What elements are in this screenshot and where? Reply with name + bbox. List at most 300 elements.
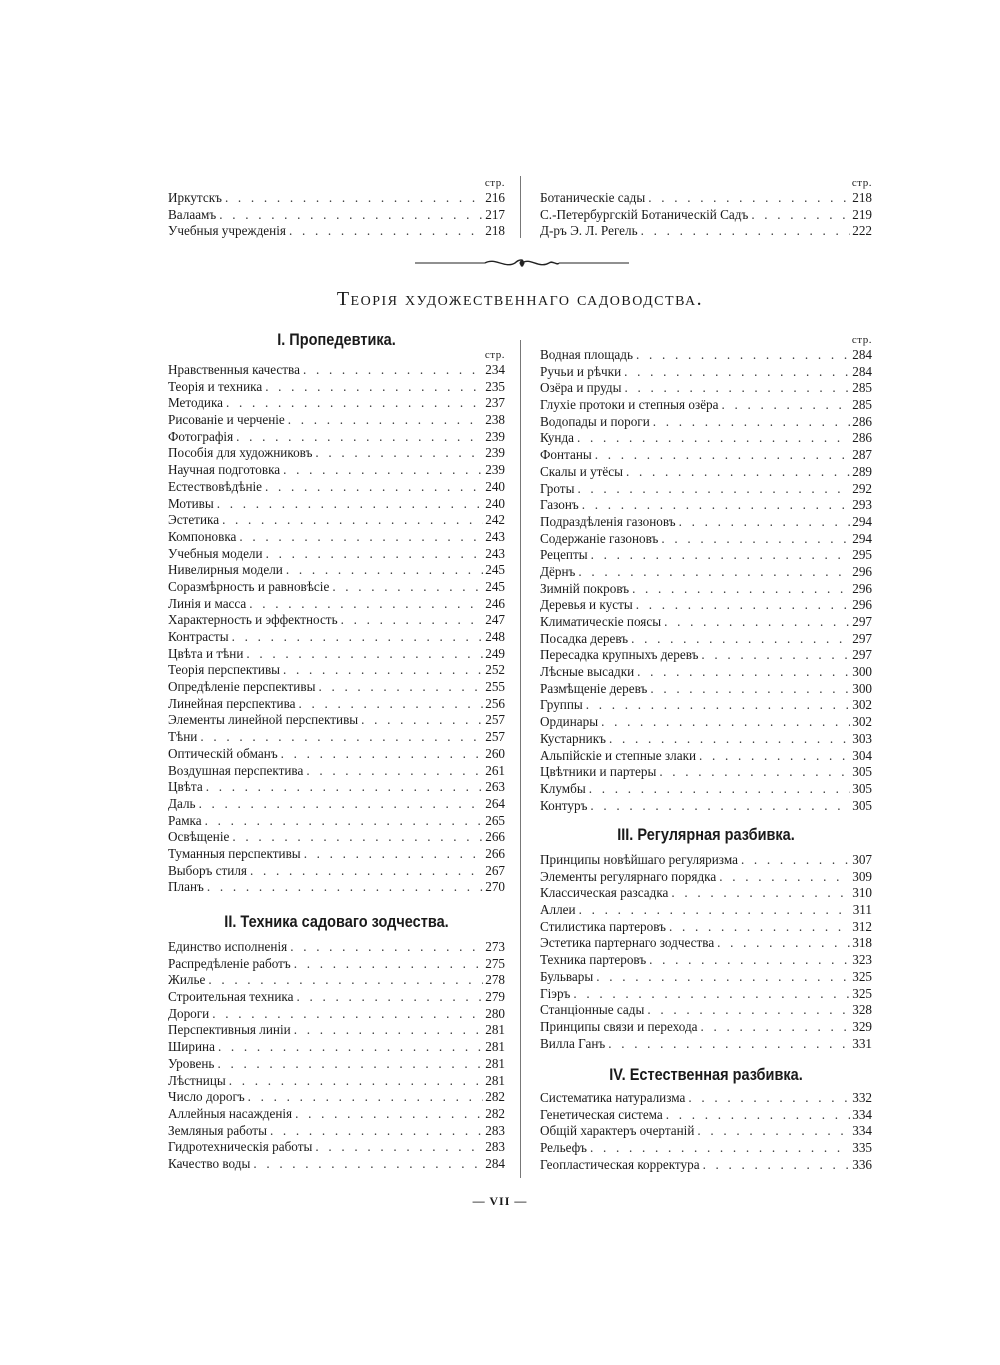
toc-entry-title: Линейная перспектива [168,695,296,711]
toc-entry [168,207,505,224]
dot-leader [218,1039,483,1056]
toc-entry [168,496,505,513]
dot-leader [609,731,850,748]
dot-leader [229,1073,483,1090]
toc-entry [168,696,505,713]
toc-entry-title: Скалы и утёсы [540,463,623,479]
toc-entry-title: Фонтаны [540,447,592,463]
dot-leader [361,712,483,729]
toc-entry-page: 281 [485,1072,505,1088]
toc-entry-title: Станціонные сады [540,1002,645,1018]
toc-entry-title: Строительная техника [168,989,294,1005]
toc-entry [540,764,872,781]
toc-list [540,1090,872,1173]
toc-list [168,939,505,1173]
toc-entry-page: 300 [852,664,872,680]
dot-leader [653,414,850,431]
toc-entry [168,190,505,207]
toc-entry-page: 218 [485,223,505,239]
dot-leader [703,1157,851,1174]
toc-entry-title: Глухіе протоки и степныя озёра [540,397,719,413]
toc-entry [168,1106,505,1123]
toc-entry-page: 282 [485,1089,505,1105]
dot-leader [722,397,851,414]
toc-entry-page: 297 [852,614,872,629]
toc-entry-title: Линія и масса [168,595,247,611]
toc-entry-title: Общій характеръ очертаній [540,1123,695,1139]
dot-leader [601,714,850,731]
toc-entry [168,512,505,529]
toc-entry-page: 318 [852,935,872,951]
dot-leader [647,1002,850,1019]
dot-leader [239,529,483,546]
dot-leader [701,1019,851,1036]
section-heading: II. Техника садоваго зодчества. [224,913,449,931]
page-number: — VII — [472,1194,528,1208]
toc-entry [168,1022,505,1039]
ornament-divider [415,257,629,269]
toc-entry [168,956,505,973]
toc-entry-page: 280 [485,1005,505,1021]
toc-entry-title: Теорія перспективы [168,662,281,678]
dot-leader [212,1006,483,1023]
dot-leader [232,629,484,646]
dot-leader [341,612,484,629]
toc-entry-title: Научная подготовка [168,462,281,478]
toc-entry-title: Воздушная перспектива [168,762,304,778]
dot-leader [751,207,850,224]
dot-leader [717,935,850,952]
toc-entry-page: 240 [485,478,505,494]
dot-leader [219,207,483,224]
toc-entry [168,863,505,880]
toc-entry-title: Озёра и пруды [540,380,622,396]
toc-entry [540,497,872,514]
toc-entry [168,972,505,989]
toc-entry [168,746,505,763]
toc-entry-page: 284 [852,363,872,379]
dot-leader [236,429,483,446]
toc-entry-page: 297 [852,647,872,663]
toc-entry-title: Принципы новѣйшаго регуляризма [540,852,738,867]
toc-entry [540,397,872,414]
dot-leader [222,512,483,529]
toc-entry [168,223,505,240]
toc-entry-page: 273 [485,939,505,954]
toc-entry-title: С.-Петербургскій Ботаническій Садъ [540,206,749,222]
toc-entry [540,748,872,765]
toc-entry-title: Посадка деревъ [540,630,629,646]
toc-entry [540,919,872,936]
toc-entry [168,779,505,796]
toc-entry-page: 285 [852,397,872,413]
toc-entry [168,679,505,696]
dot-leader [318,679,483,696]
dot-leader [664,614,850,631]
toc-entry-page: 245 [485,578,505,594]
toc-entry [540,190,872,207]
dot-leader [253,1156,483,1173]
dot-leader [637,664,850,681]
toc-entry-page: 304 [852,747,872,763]
toc-entry-page: 270 [485,879,505,895]
toc-entry-title: Дороги [168,1005,210,1021]
dot-leader [741,852,850,869]
toc-list [168,190,505,240]
toc-entry-title: Водопады и пороги [540,413,650,429]
dot-leader [249,596,483,613]
section1-list [168,348,505,896]
toc-entry-title: Гидротехническія работы [168,1139,313,1155]
toc-entry-title: Водная площадь [540,347,633,362]
toc-entry-title: Перспективныя линіи [168,1022,291,1038]
toc-entry [540,852,872,869]
dot-leader [270,1123,483,1140]
toc-entry-title: Ширина [168,1039,215,1055]
toc-list [540,347,872,814]
dot-leader [648,190,850,207]
toc-entry [168,829,505,846]
toc-entry-title: Ручьи и рѣчки [540,363,622,379]
dot-leader [265,379,483,396]
toc-entry-page: 239 [485,428,505,444]
dot-leader [315,445,483,462]
toc-entry-page: 275 [485,955,505,971]
dot-leader [217,496,483,513]
toc-entry [540,380,872,397]
toc-entry-title: Гіэръ [540,985,571,1001]
dot-leader [226,395,483,412]
toc-entry-title: Систематика натурализма [540,1090,686,1105]
toc-list [540,852,872,1052]
toc-entry-title: Иркутскъ [168,190,222,205]
toc-entry [540,681,872,698]
toc-entry-title: Оптическій обманъ [168,745,278,761]
toc-entry-page: 283 [485,1139,505,1155]
toc-entry [168,1073,505,1090]
dot-leader [303,362,483,379]
toc-entry [168,1039,505,1056]
toc-entry-page: 296 [852,580,872,596]
toc-entry-page: 257 [485,712,505,728]
toc-entry-page: 305 [852,797,872,813]
toc-entry [168,1089,505,1106]
dot-leader [631,631,850,648]
dot-leader [701,647,850,664]
dot-leader [590,1140,850,1157]
toc-entry-page: 296 [852,563,872,579]
toc-entry-title: Выборъ стиля [168,862,247,878]
toc-list [540,190,872,240]
dot-leader [225,190,483,207]
dot-leader [659,764,850,781]
toc-entry [168,1006,505,1023]
toc-entry-page: 265 [485,812,505,828]
toc-entry-page: 247 [485,612,505,628]
toc-entry-title: Бульвары [540,968,594,984]
toc-entry [168,712,505,729]
dot-leader [573,986,850,1003]
toc-entry-title: Фотографія [168,428,234,444]
toc-entry [168,939,505,956]
toc-entry [168,412,505,429]
dot-leader [636,347,850,364]
dot-leader [304,846,484,863]
toc-entry-title: Пересадка крупныхъ деревъ [540,647,699,663]
toc-entry-page: 292 [852,480,872,496]
dot-leader [248,1089,484,1106]
top-left-list [168,176,505,240]
toc-entry-page: 334 [852,1123,872,1139]
dot-leader [246,646,483,663]
toc-entry [540,1036,872,1053]
toc-entry-page: 302 [852,697,872,713]
toc-entry-page: 335 [852,1140,872,1156]
toc-entry-title: Подраздѣленія газоновъ [540,513,676,529]
toc-entry-page: 303 [852,730,872,746]
toc-entry [540,547,872,564]
toc-entry [168,529,505,546]
toc-entry-title: Нравственныя качества [168,362,300,377]
toc-entry-page: 239 [485,462,505,478]
dot-leader [688,1090,850,1107]
toc-entry [168,879,505,896]
dot-leader [200,729,483,746]
section4-list [540,1090,872,1173]
toc-entry [540,986,872,1003]
toc-entry-title: Мотивы [168,495,214,511]
toc-entry-page: 216 [485,190,505,205]
toc-entry [540,952,872,969]
toc-entry [540,714,872,731]
toc-entry-page: 281 [485,1039,505,1055]
toc-entry-page: 239 [485,445,505,461]
toc-entry-page: 297 [852,630,872,646]
toc-entry-page: 243 [485,545,505,561]
dot-leader [626,464,850,481]
toc-entry-title: Климатическіе поясы [540,614,662,629]
toc-entry-page: 328 [852,1002,872,1018]
dot-leader [586,697,850,714]
toc-entry [540,414,872,431]
toc-entry-title: Учебныя модели [168,545,263,561]
toc-entry-title: Рельефъ [540,1140,587,1156]
toc-entry-page: 294 [852,513,872,529]
toc-entry-title: Эстетика [168,512,220,528]
dot-leader [591,547,851,564]
toc-entry [168,796,505,813]
toc-entry [540,697,872,714]
toc-entry [168,612,505,629]
toc-entry-page: 237 [485,395,505,411]
toc-entry-page: 325 [852,985,872,1001]
toc-entry [168,1056,505,1073]
toc-entry-title: Геопластическая корректура [540,1156,700,1172]
dot-leader [250,863,483,880]
toc-entry-title: Пособія для художниковъ [168,445,313,461]
section-heading: IV. Естественная разбивка. [609,1066,803,1084]
toc-entry-title: Планъ [168,879,204,895]
toc-entry [540,647,872,664]
toc-entry-title: Валаамъ [168,206,217,222]
toc-entry-page: 245 [485,562,505,578]
dot-leader [290,939,483,956]
toc-entry-page: 307 [852,852,872,867]
toc-entry-title: Рисованіе и черченіе [168,412,285,428]
dot-leader [650,681,850,698]
section2-right-list [540,333,872,814]
column-divider [520,340,521,1178]
toc-entry-page: 242 [485,512,505,528]
dot-leader [579,902,851,919]
toc-entry-page: 252 [485,662,505,678]
dot-leader [641,223,851,240]
toc-entry [540,364,872,381]
toc-entry-title: Нивелирныя модели [168,562,283,578]
toc-entry [540,531,872,548]
toc-entry-page: 264 [485,795,505,811]
section2-left-list [168,939,505,1173]
toc-entry-page: 296 [852,597,872,613]
toc-entry-title: Элементы линейной перспективы [168,712,359,728]
toc-entry [540,781,872,798]
toc-entry-page: 285 [852,380,872,396]
toc-entry [540,481,872,498]
toc-entry [168,1123,505,1140]
toc-entry-page: 309 [852,868,872,884]
toc-entry-page: 263 [485,779,505,795]
dot-leader [596,969,850,986]
toc-entry [168,596,505,613]
dot-leader [697,1123,850,1140]
toc-entry [540,347,872,364]
top-right-list [540,176,872,240]
toc-entry-page: 222 [852,223,872,239]
toc-entry-page: 234 [485,362,505,377]
dot-leader [582,497,850,514]
toc-entry [540,1123,872,1140]
toc-entry-page: 284 [485,1155,505,1171]
toc-entry-page: 325 [852,968,872,984]
toc-entry-page: 286 [852,413,872,429]
toc-entry-title: Характерность и эффектность [168,612,338,628]
toc-entry-title: Единство исполненія [168,939,288,954]
toc-entry-page: 293 [852,497,872,513]
toc-entry-title: Уровень [168,1055,215,1071]
toc-entry-title: Методика [168,395,224,411]
toc-entry-page: 238 [485,412,505,428]
toc-entry-page: 283 [485,1122,505,1138]
toc-entry [540,430,872,447]
toc-entry-title: Аллеи [540,902,576,918]
toc-entry [168,729,505,746]
toc-entry-title: Кунда [540,430,575,446]
toc-entry-title: Соразмѣрность и равновѣсіе [168,578,330,594]
toc-entry-title: Тѣни [168,729,198,745]
toc-entry-title: Деревья и кусты [540,597,633,613]
page-column-label: стр. [484,349,505,361]
toc-list [168,362,505,896]
toc-entry-title: Кустарникъ [540,730,606,746]
toc-entry-title: Число дорогъ [168,1089,245,1105]
dot-leader [608,1036,850,1053]
toc-entry-title: Дёрнъ [540,563,576,579]
toc-entry [540,564,872,581]
toc-entry [168,846,505,863]
toc-entry-title: Ботаническіе сады [540,190,646,205]
dot-leader [699,748,850,765]
toc-entry [540,902,872,919]
toc-entry-page: 334 [852,1106,872,1122]
toc-entry-page: 279 [485,989,505,1005]
dot-leader [315,1139,483,1156]
dot-leader [679,514,851,531]
toc-entry [168,629,505,646]
dot-leader [625,380,851,397]
toc-entry-page: 305 [852,764,872,780]
toc-entry [168,813,505,830]
toc-entry [168,379,505,396]
toc-entry-title: Стилистика партеровъ [540,918,666,934]
dot-leader [669,919,850,936]
dot-leader [281,746,484,763]
dot-leader [265,479,483,496]
toc-entry-page: 240 [485,495,505,511]
toc-entry-title: Лѣсные высадки [540,664,635,680]
toc-entry-page: 287 [852,447,872,463]
toc-entry-title: Цвѣта и тѣни [168,645,244,661]
dot-leader [595,447,850,464]
section3-list [540,852,872,1052]
page-column-label: стр. [851,334,872,346]
toc-entry-page: 266 [485,829,505,845]
toc-entry-title: Элементы регулярнаго порядка [540,868,717,884]
toc-entry-page: 267 [485,862,505,878]
toc-entry-title: Контуръ [540,797,588,813]
toc-entry-title: Техника партеровъ [540,952,647,968]
toc-entry [168,1139,505,1156]
dot-leader [590,798,850,815]
dot-leader [332,579,483,596]
toc-entry-page: 323 [852,952,872,968]
toc-entry [540,207,872,224]
toc-entry-page: 305 [852,780,872,796]
toc-entry-title: Группы [540,697,583,713]
toc-entry-page: 282 [485,1105,505,1121]
toc-entry [168,479,505,496]
toc-entry [540,869,872,886]
column-divider [520,176,521,238]
toc-entry-title: Распредѣленіе работъ [168,955,291,971]
toc-entry-title: Ординары [540,714,599,730]
toc-entry-title: Контрасты [168,629,229,644]
toc-entry-title: Освѣщеніе [168,829,230,845]
toc-entry [540,614,872,631]
toc-entry [168,445,505,462]
toc-entry [540,1140,872,1157]
dot-leader [199,796,484,813]
toc-entry [168,362,505,379]
toc-entry [540,1002,872,1019]
section-heading: I. Пропедевтика. [277,331,396,349]
dot-leader [589,781,851,798]
dot-leader [719,869,850,886]
toc-entry-page: 332 [852,1090,872,1105]
toc-entry-page: 312 [852,918,872,934]
dot-leader [578,564,850,581]
toc-entry-title: Принципы связи и перехода [540,1018,698,1034]
toc-entry-title: Эстетика партернаго зодчества [540,935,715,951]
